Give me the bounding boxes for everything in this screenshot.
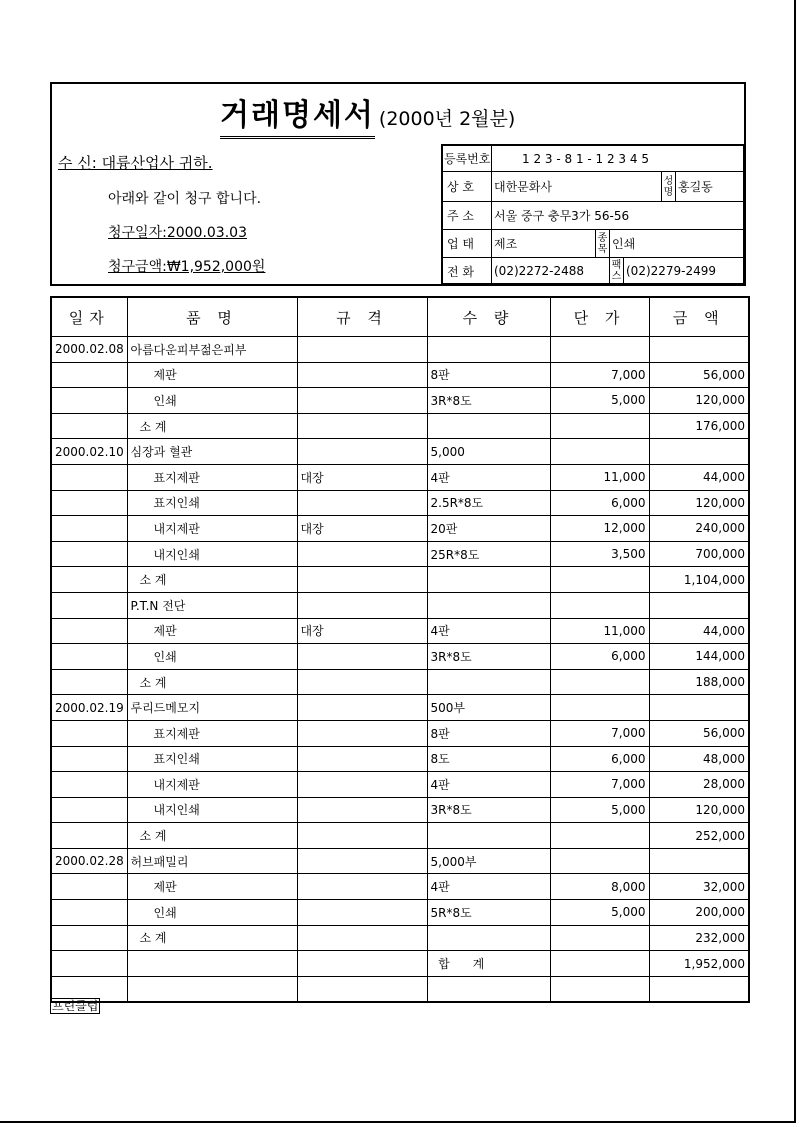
row-qty xyxy=(427,976,550,1002)
row-qty: 25R*8도 xyxy=(427,541,550,567)
row-amount: 32,000 xyxy=(649,874,749,900)
row-amount: 120,000 xyxy=(649,490,749,516)
table-row xyxy=(51,772,749,798)
row-amount: 56,000 xyxy=(649,720,749,746)
company-address: 서울 중구 충무3가 56-56 xyxy=(491,202,743,229)
row-price xyxy=(550,976,649,1002)
row-item: 허브패밀리 xyxy=(127,848,297,874)
table-row xyxy=(51,413,749,439)
row-date xyxy=(51,567,127,593)
row-amount xyxy=(649,848,749,874)
row-price: 6,000 xyxy=(550,490,649,516)
table-row xyxy=(51,746,749,772)
row-amount: 252,000 xyxy=(649,823,749,849)
recipient-line: 수 신: 대륭산업사 귀하. xyxy=(58,154,213,172)
row-price: 6,000 xyxy=(550,746,649,772)
row-item: 표지인쇄 xyxy=(127,746,297,772)
row-amount: 44,000 xyxy=(649,464,749,490)
table-row xyxy=(51,874,749,900)
row-price: 7,000 xyxy=(550,720,649,746)
row-item: 루리드메모지 xyxy=(127,695,297,721)
row-date xyxy=(51,823,127,849)
row-spec xyxy=(297,541,427,567)
row-item: 소 계 xyxy=(127,413,297,439)
row-spec xyxy=(297,772,427,798)
row-spec xyxy=(297,848,427,874)
row-amount: 176,000 xyxy=(649,413,749,439)
table-row xyxy=(51,848,749,874)
row-qty: 500부 xyxy=(427,695,550,721)
row-item: P.T.N 전단 xyxy=(127,592,297,618)
table-row xyxy=(51,592,749,618)
row-amount xyxy=(649,592,749,618)
row-date xyxy=(51,464,127,490)
row-spec xyxy=(297,797,427,823)
row-spec xyxy=(297,951,427,977)
row-amount: 120,000 xyxy=(649,797,749,823)
row-amount: 240,000 xyxy=(649,516,749,542)
supplier-phone-row xyxy=(443,258,743,284)
row-date xyxy=(51,618,127,644)
supplier-reg-row xyxy=(443,146,743,172)
table-row xyxy=(51,823,749,849)
header-spec: 규 격 xyxy=(297,297,427,337)
header-amount: 금 액 xyxy=(649,297,749,337)
business-item: 인쇄 xyxy=(609,230,743,257)
row-date xyxy=(51,388,127,414)
row-date xyxy=(51,720,127,746)
row-spec: 대장 xyxy=(297,464,427,490)
row-price: 5,000 xyxy=(550,797,649,823)
row-spec xyxy=(297,413,427,439)
row-spec xyxy=(297,388,427,414)
row-item: 인쇄 xyxy=(127,388,297,414)
row-qty: 5R*8도 xyxy=(427,900,550,926)
row-price xyxy=(550,925,649,951)
row-spec xyxy=(297,644,427,670)
company-name: 대한문화사 xyxy=(491,172,661,201)
row-amount: 232,000 xyxy=(649,925,749,951)
row-spec xyxy=(297,592,427,618)
row-item: 소 계 xyxy=(127,669,297,695)
row-item: 표지제판 xyxy=(127,464,297,490)
row-spec xyxy=(297,567,427,593)
row-amount: 120,000 xyxy=(649,388,749,414)
row-qty: 20판 xyxy=(427,516,550,542)
row-amount xyxy=(649,439,749,465)
row-item: 소 계 xyxy=(127,823,297,849)
row-spec: 대장 xyxy=(297,618,427,644)
row-qty xyxy=(427,413,550,439)
supplier-info-box xyxy=(441,144,745,285)
row-amount xyxy=(649,976,749,1002)
row-date: 2000.02.19 xyxy=(51,695,127,721)
row-qty: 8판 xyxy=(427,720,550,746)
row-price xyxy=(550,413,649,439)
row-date: 2000.02.28 xyxy=(51,848,127,874)
footer-label: 프린클럽 xyxy=(52,999,99,1013)
row-qty: 5,000 xyxy=(427,439,550,465)
billing-amount: 청구금액:₩1,952,000원 xyxy=(108,259,266,275)
invoice-header xyxy=(50,82,746,286)
row-price: 12,000 xyxy=(550,516,649,542)
row-spec xyxy=(297,823,427,849)
row-price: 8,000 xyxy=(550,874,649,900)
table-row xyxy=(51,951,749,977)
title-block xyxy=(220,90,560,139)
row-item: 인쇄 xyxy=(127,644,297,670)
row-item xyxy=(127,951,297,977)
row-qty: 3R*8도 xyxy=(427,388,550,414)
row-price xyxy=(550,567,649,593)
row-qty: 4판 xyxy=(427,772,550,798)
fax-number: (02)2279-2499 xyxy=(623,258,743,284)
row-price xyxy=(550,823,649,849)
row-item: 내지제판 xyxy=(127,516,297,542)
row-price xyxy=(550,337,649,363)
row-item: 심장과 혈관 xyxy=(127,439,297,465)
row-qty: 2.5R*8도 xyxy=(427,490,550,516)
row-qty xyxy=(427,823,550,849)
header-qty: 수 량 xyxy=(427,297,550,337)
row-date: 2000.02.10 xyxy=(51,439,127,465)
business-label: 업 태 xyxy=(447,237,474,251)
row-item: 아름다운피부젊은피부 xyxy=(127,337,297,363)
row-spec xyxy=(297,490,427,516)
row-date xyxy=(51,413,127,439)
table-row xyxy=(51,976,749,1002)
row-qty: 5,000부 xyxy=(427,848,550,874)
row-item: 인쇄 xyxy=(127,900,297,926)
row-date xyxy=(51,746,127,772)
row-item: 표지인쇄 xyxy=(127,490,297,516)
row-date xyxy=(51,874,127,900)
row-amount: 188,000 xyxy=(649,669,749,695)
row-date xyxy=(51,669,127,695)
row-spec xyxy=(297,695,427,721)
header-price: 단 가 xyxy=(550,297,649,337)
table-body xyxy=(51,337,749,1003)
row-spec: 대장 xyxy=(297,516,427,542)
table-row xyxy=(51,720,749,746)
row-date xyxy=(51,951,127,977)
table-row xyxy=(51,618,749,644)
row-price: 3,500 xyxy=(550,541,649,567)
greeting-text: 아래와 같이 청구 합니다. xyxy=(108,191,262,207)
row-price xyxy=(550,848,649,874)
table-row xyxy=(51,567,749,593)
row-item: 소 계 xyxy=(127,925,297,951)
billing-date: 청구일자:2000.03.03 xyxy=(108,225,247,241)
row-price xyxy=(550,669,649,695)
row-price xyxy=(550,695,649,721)
table-row xyxy=(51,388,749,414)
row-date xyxy=(51,592,127,618)
row-amount xyxy=(649,337,749,363)
row-item: 제판 xyxy=(127,362,297,388)
name-label: 상 호 xyxy=(447,180,474,194)
row-price: 7,000 xyxy=(550,772,649,798)
row-date xyxy=(51,797,127,823)
table-row xyxy=(51,490,749,516)
row-item: 내지인쇄 xyxy=(127,797,297,823)
table-row xyxy=(51,439,749,465)
row-spec xyxy=(297,439,427,465)
row-qty xyxy=(427,337,550,363)
table-header-row xyxy=(51,297,749,337)
representative-name: 홍길동 xyxy=(675,172,743,201)
supplier-name-row xyxy=(443,172,743,202)
row-price xyxy=(550,592,649,618)
item-label: 종 목 xyxy=(595,230,609,257)
row-amount: 28,000 xyxy=(649,772,749,798)
row-qty: 3R*8도 xyxy=(427,644,550,670)
address-label: 주 소 xyxy=(447,209,474,223)
supplier-address-row xyxy=(443,202,743,230)
row-qty: 4판 xyxy=(427,874,550,900)
row-price: 5,000 xyxy=(550,900,649,926)
row-price xyxy=(550,951,649,977)
row-date xyxy=(51,900,127,926)
supplier-business-row xyxy=(443,230,743,258)
table-row xyxy=(51,669,749,695)
table-row xyxy=(51,900,749,926)
row-qty: 4판 xyxy=(427,618,550,644)
row-spec xyxy=(297,720,427,746)
table-row xyxy=(51,644,749,670)
row-date: 2000.02.08 xyxy=(51,337,127,363)
row-item: 제판 xyxy=(127,618,297,644)
table-row xyxy=(51,695,749,721)
row-price: 7,000 xyxy=(550,362,649,388)
row-amount: 200,000 xyxy=(649,900,749,926)
table-row xyxy=(51,464,749,490)
row-amount: 700,000 xyxy=(649,541,749,567)
row-date xyxy=(51,644,127,670)
row-price: 11,000 xyxy=(550,464,649,490)
row-spec xyxy=(297,337,427,363)
rep-label: 성 명 xyxy=(661,172,675,201)
row-qty: 3R*8도 xyxy=(427,797,550,823)
row-qty: 8도 xyxy=(427,746,550,772)
table-row xyxy=(51,541,749,567)
row-amount: 1,952,000 xyxy=(649,951,749,977)
row-date xyxy=(51,516,127,542)
row-qty: 8판 xyxy=(427,362,550,388)
reg-number: 1 2 3 - 8 1 - 1 2 3 4 5 xyxy=(491,146,743,171)
row-price: 11,000 xyxy=(550,618,649,644)
row-amount: 48,000 xyxy=(649,746,749,772)
table-row xyxy=(51,362,749,388)
row-qty: 4판 xyxy=(427,464,550,490)
row-amount: 144,000 xyxy=(649,644,749,670)
row-item: 제판 xyxy=(127,874,297,900)
row-qty xyxy=(427,925,550,951)
reg-label: 등록번호 xyxy=(444,152,491,166)
row-price: 6,000 xyxy=(550,644,649,670)
row-date xyxy=(51,490,127,516)
row-item: 내지제판 xyxy=(127,772,297,798)
row-spec xyxy=(297,976,427,1002)
row-item xyxy=(127,976,297,1002)
row-date xyxy=(51,362,127,388)
table-row xyxy=(51,925,749,951)
row-date xyxy=(51,925,127,951)
row-qty: 합 계 xyxy=(427,951,550,977)
row-date xyxy=(51,772,127,798)
document-period: (2000년 2월분) xyxy=(378,108,516,130)
phone-label: 전 화 xyxy=(447,264,474,279)
row-price xyxy=(550,439,649,465)
fax-label: 팩 스 xyxy=(609,258,623,284)
table-row xyxy=(51,337,749,363)
invoice-items-table xyxy=(50,296,750,1003)
row-item: 표지제판 xyxy=(127,720,297,746)
row-spec xyxy=(297,669,427,695)
header-item: 품 명 xyxy=(127,297,297,337)
row-date xyxy=(51,541,127,567)
row-qty xyxy=(427,592,550,618)
business-type: 제조 xyxy=(491,230,595,257)
row-amount: 56,000 xyxy=(649,362,749,388)
row-price: 5,000 xyxy=(550,388,649,414)
phone-number: (02)2272-2488 xyxy=(491,258,609,284)
row-spec xyxy=(297,900,427,926)
row-qty xyxy=(427,669,550,695)
header-date: 일자 xyxy=(51,297,127,337)
row-item: 내지인쇄 xyxy=(127,541,297,567)
document-title: 거래명세서 xyxy=(220,90,375,139)
row-amount: 44,000 xyxy=(649,618,749,644)
row-amount xyxy=(649,695,749,721)
row-spec xyxy=(297,746,427,772)
row-amount: 1,104,000 xyxy=(649,567,749,593)
row-spec xyxy=(297,874,427,900)
row-qty xyxy=(427,567,550,593)
row-spec xyxy=(297,925,427,951)
row-spec xyxy=(297,362,427,388)
table-row xyxy=(51,797,749,823)
table-row xyxy=(51,516,749,542)
row-item: 소 계 xyxy=(127,567,297,593)
